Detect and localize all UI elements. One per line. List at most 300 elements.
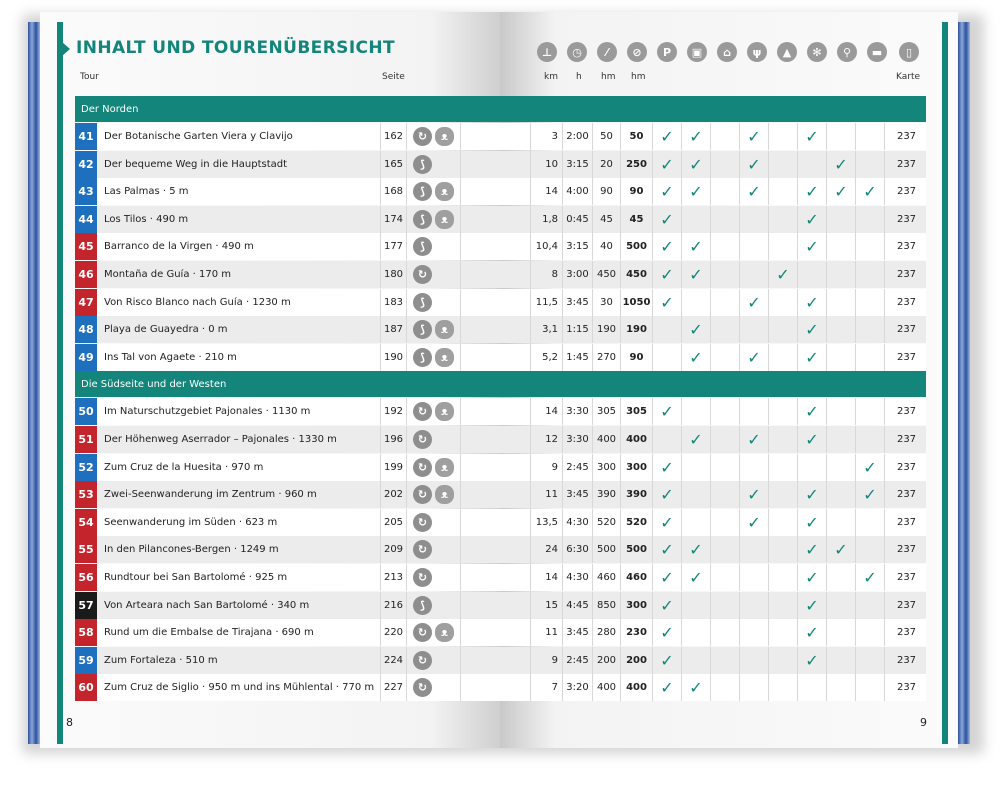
tour-map-page: 237 [896, 599, 917, 611]
empty-check-cell [711, 261, 740, 288]
empty-check-cell [711, 536, 740, 563]
tour-descent: 200 [621, 647, 653, 674]
tour-km: 10 [535, 151, 563, 178]
gutter-cell [461, 674, 531, 701]
tour-descent: 450 [621, 261, 653, 288]
empty-check-cell [856, 426, 885, 453]
tour-duration: 3:45 [563, 289, 593, 316]
tour-row[interactable] [75, 233, 926, 260]
tour-name: Der Botanische Garten Viera y Clavijo [99, 123, 381, 150]
tour-type-icons [407, 344, 461, 371]
tour-row[interactable] [75, 481, 926, 508]
check-icon: ✓ [798, 289, 827, 316]
check-icon: ✓ [653, 592, 682, 619]
check-icon: ✓ [653, 151, 682, 178]
cable-car-icon: ⌂ [717, 42, 737, 62]
tour-name: Rund um die Embalse de Tirajana · 690 m [99, 619, 381, 646]
round-trip-icon: ↻ [413, 430, 432, 449]
gutter-cell [461, 619, 531, 646]
tour-name: Montaña de Guía · 170 m [99, 261, 381, 288]
one-way-icon: ⟆ [413, 155, 432, 174]
empty-check-cell [856, 123, 885, 150]
check-icon: ✓ [856, 481, 885, 508]
empty-check-cell [769, 454, 798, 481]
tour-type-icons [407, 481, 461, 508]
section-header [75, 371, 926, 397]
family-icon: ᴥ [435, 182, 454, 201]
tour-map-page: 237 [896, 544, 917, 556]
check-icon: ✓ [653, 289, 682, 316]
tour-duration: 4:45 [563, 592, 593, 619]
tour-name: Las Palmas · 5 m [99, 178, 381, 205]
empty-check-cell [740, 564, 769, 591]
check-icon: ✓ [682, 178, 711, 205]
check-icon: ✓ [740, 123, 769, 150]
tour-descent: 90 [621, 344, 653, 371]
tour-type-icons [407, 536, 461, 563]
tour-map-page: 237 [896, 213, 917, 225]
tour-duration: 4:00 [563, 178, 593, 205]
gutter-cell [461, 233, 531, 260]
tour-row[interactable] [75, 674, 926, 701]
tour-ascent: 400 [593, 426, 621, 453]
tour-page: 227 [381, 674, 407, 701]
empty-check-cell [769, 344, 798, 371]
one-way-icon: ⟆ [413, 293, 432, 312]
tour-map-page: 237 [896, 158, 917, 170]
tour-duration: 3:15 [563, 151, 593, 178]
empty-check-cell [769, 619, 798, 646]
header-karte: Karte [896, 72, 921, 82]
empty-check-cell [711, 674, 740, 701]
header-h: h [576, 72, 582, 82]
tour-duration: 3:30 [563, 426, 593, 453]
empty-check-cell [827, 564, 856, 591]
empty-check-cell [769, 674, 798, 701]
tour-number: 54 [75, 509, 97, 536]
empty-check-cell [827, 398, 856, 425]
gutter-cell [461, 426, 531, 453]
round-trip-icon: ↻ [413, 265, 432, 284]
empty-check-cell [769, 316, 798, 343]
tour-descent: 90 [621, 178, 653, 205]
summit-icon: ▲ [777, 42, 797, 62]
round-trip-icon: ↻ [413, 513, 432, 532]
tour-ascent: 190 [593, 316, 621, 343]
gutter-cell [461, 289, 531, 316]
gutter-cell [461, 454, 531, 481]
tour-row[interactable] [75, 344, 926, 371]
empty-check-cell [827, 316, 856, 343]
check-icon: ✓ [653, 674, 682, 701]
empty-check-cell [682, 481, 711, 508]
tour-number: 46 [75, 261, 97, 288]
tour-page: 220 [381, 619, 407, 646]
tour-page: 209 [381, 536, 407, 563]
tour-name: Zwei-Seenwanderung im Zentrum · 960 m [99, 481, 381, 508]
empty-check-cell [682, 592, 711, 619]
tour-duration: 3:20 [563, 674, 593, 701]
tour-row[interactable] [75, 647, 926, 674]
tour-map-page: 237 [896, 489, 917, 501]
tour-page: 180 [381, 261, 407, 288]
check-icon: ✓ [682, 151, 711, 178]
empty-check-cell [827, 233, 856, 260]
empty-check-cell [769, 233, 798, 260]
check-icon: ✓ [653, 536, 682, 563]
tour-row[interactable] [75, 619, 926, 646]
tour-row[interactable] [75, 289, 926, 316]
tour-descent: 500 [621, 233, 653, 260]
tour-type-icons [407, 398, 461, 425]
page-title: INHALT UND TOURENÜBERSICHT [76, 38, 396, 58]
tour-duration: 6:30 [563, 536, 593, 563]
tour-page: 190 [381, 344, 407, 371]
tour-map-page: 237 [896, 434, 917, 445]
parking-icon: P [657, 42, 677, 62]
empty-check-cell [827, 426, 856, 453]
tour-km: 24 [535, 536, 563, 563]
tour-km: 13,5 [535, 509, 563, 536]
tour-descent: 305 [621, 398, 653, 425]
empty-check-cell [682, 647, 711, 674]
tour-km: 3 [535, 123, 563, 150]
tour-row[interactable] [75, 398, 926, 425]
empty-check-cell [653, 316, 682, 343]
tour-km: 15 [535, 592, 563, 619]
check-icon: ✓ [798, 316, 827, 343]
empty-check-cell [740, 674, 769, 701]
tour-km: 7 [535, 674, 563, 701]
tour-page: 192 [381, 398, 407, 425]
check-icon: ✓ [653, 261, 682, 288]
tour-descent: 50 [621, 123, 653, 150]
tour-page: 216 [381, 592, 407, 619]
empty-check-cell [682, 206, 711, 233]
tour-row[interactable] [75, 454, 926, 481]
tour-row[interactable] [75, 536, 926, 563]
tour-page: 174 [381, 206, 407, 233]
tour-map-page: 237 [896, 186, 917, 198]
check-icon: ✓ [740, 481, 769, 508]
empty-check-cell [769, 426, 798, 453]
empty-check-cell [711, 426, 740, 453]
round-trip-icon: ↻ [413, 678, 432, 697]
round-trip-icon: ↻ [413, 540, 432, 559]
round-trip-icon: ↻ [413, 458, 432, 477]
tour-descent: 250 [621, 151, 653, 178]
tour-km: 3,1 [535, 316, 563, 343]
tour-row[interactable] [75, 178, 926, 205]
check-icon: ✓ [653, 123, 682, 150]
tour-descent: 500 [621, 536, 653, 563]
empty-check-cell [740, 261, 769, 288]
section-title: Der Norden [81, 103, 139, 115]
tour-page: 202 [381, 481, 407, 508]
empty-check-cell [856, 647, 885, 674]
tour-name: Der bequeme Weg in die Hauptstadt [99, 151, 381, 178]
check-icon: ✓ [798, 481, 827, 508]
gutter-cell [461, 509, 531, 536]
check-icon: ✓ [827, 151, 856, 178]
family-icon: ᴥ [435, 320, 454, 339]
empty-check-cell [740, 592, 769, 619]
tour-number: 56 [75, 564, 97, 591]
empty-check-cell [856, 289, 885, 316]
bed-icon: ▬ [867, 42, 887, 62]
empty-check-cell [798, 151, 827, 178]
tour-number: 47 [75, 289, 97, 316]
tour-row[interactable] [75, 206, 926, 233]
check-icon: ✓ [740, 151, 769, 178]
gutter-cell [461, 398, 531, 425]
check-icon: ✓ [827, 178, 856, 205]
tour-number: 58 [75, 619, 97, 646]
tour-type-icons [407, 592, 461, 619]
tour-row[interactable] [75, 509, 926, 536]
tour-map-page: 237 [896, 461, 917, 473]
empty-check-cell [798, 261, 827, 288]
empty-check-cell [740, 619, 769, 646]
one-way-icon: ⟆ [413, 348, 432, 367]
check-icon: ✓ [798, 509, 827, 536]
header-tour: Tour [80, 72, 99, 82]
tour-number: 50 [75, 398, 97, 425]
tour-map-page: 237 [896, 241, 917, 253]
tour-page: 183 [381, 289, 407, 316]
tour-name: Im Naturschutzgebiet Pajonales · 1130 m [99, 398, 381, 425]
empty-check-cell [856, 151, 885, 178]
signpost-icon: ⊥ [537, 42, 557, 62]
tour-map-page: 237 [896, 351, 917, 363]
gutter-cell [461, 647, 531, 674]
check-icon: ✓ [653, 454, 682, 481]
tour-page: 205 [381, 509, 407, 536]
tour-duration: 3:15 [563, 233, 593, 260]
gutter-cell [461, 344, 531, 371]
tour-row[interactable] [75, 426, 926, 453]
family-icon: ᴥ [435, 210, 454, 229]
empty-check-cell [827, 344, 856, 371]
empty-check-cell [711, 289, 740, 316]
empty-check-cell [711, 564, 740, 591]
tour-descent: 390 [621, 481, 653, 508]
book-edge-left [28, 22, 40, 744]
empty-check-cell [653, 426, 682, 453]
one-way-icon: ⟆ [413, 182, 432, 201]
empty-check-cell [769, 123, 798, 150]
tour-page: 224 [381, 647, 407, 674]
check-icon: ✓ [653, 564, 682, 591]
tour-duration: 1:15 [563, 316, 593, 343]
tour-map-page: 237 [896, 269, 917, 280]
tour-descent: 520 [621, 509, 653, 536]
one-way-icon: ⟆ [413, 210, 432, 229]
empty-check-cell [856, 398, 885, 425]
tour-type-icons [407, 206, 461, 233]
tour-row[interactable] [75, 151, 926, 178]
empty-check-cell [769, 151, 798, 178]
tour-duration: 4:30 [563, 509, 593, 536]
tour-row[interactable] [75, 123, 926, 150]
empty-check-cell [711, 316, 740, 343]
tour-type-icons [407, 289, 461, 316]
clock-icon: ◷ [567, 42, 587, 62]
check-icon: ✓ [798, 398, 827, 425]
empty-check-cell [769, 647, 798, 674]
tour-number: 57 [75, 592, 97, 619]
tour-number: 41 [75, 123, 97, 150]
check-icon: ✓ [740, 426, 769, 453]
tour-type-icons [407, 233, 461, 260]
tour-type-icons [407, 261, 461, 288]
tour-ascent: 850 [593, 592, 621, 619]
gutter-cell [461, 564, 531, 591]
tour-descent: 300 [621, 592, 653, 619]
round-trip-icon: ↻ [413, 127, 432, 146]
check-icon: ✓ [653, 481, 682, 508]
check-icon: ✓ [798, 233, 827, 260]
empty-check-cell [711, 151, 740, 178]
tour-row[interactable] [75, 261, 926, 288]
tour-page: 187 [381, 316, 407, 343]
tour-row[interactable] [75, 316, 926, 343]
check-icon: ✓ [798, 206, 827, 233]
check-icon: ✓ [798, 123, 827, 150]
tour-type-icons [407, 123, 461, 150]
tour-row[interactable] [75, 592, 926, 619]
title-arrow-icon [62, 42, 70, 56]
tour-page: 196 [381, 426, 407, 453]
tour-map-page: 237 [896, 516, 917, 528]
tour-descent: 460 [621, 564, 653, 591]
tour-ascent: 45 [593, 206, 621, 233]
empty-check-cell [740, 398, 769, 425]
tour-type-icons [407, 674, 461, 701]
tour-row[interactable] [75, 564, 926, 591]
check-icon: ✓ [798, 344, 827, 371]
empty-check-cell [827, 647, 856, 674]
empty-check-cell [740, 206, 769, 233]
tour-km: 5,2 [535, 344, 563, 371]
gutter-cell [461, 178, 531, 205]
empty-check-cell [711, 398, 740, 425]
empty-check-cell [827, 481, 856, 508]
section-title: Die Südseite und der Westen [81, 378, 227, 390]
empty-check-cell [769, 206, 798, 233]
empty-check-cell [769, 178, 798, 205]
tour-ascent: 390 [593, 481, 621, 508]
tour-duration: 1:45 [563, 344, 593, 371]
tour-duration: 4:30 [563, 564, 593, 591]
tour-duration: 3:00 [563, 261, 593, 288]
empty-check-cell [711, 592, 740, 619]
tour-km: 12 [535, 426, 563, 453]
tour-name: Playa de Guayedra · 0 m [99, 316, 381, 343]
check-icon: ✓ [798, 426, 827, 453]
gutter-cell [461, 151, 531, 178]
tour-page: 199 [381, 454, 407, 481]
tour-duration: 2:00 [563, 123, 593, 150]
header-km: km [544, 72, 558, 82]
tour-type-icons [407, 647, 461, 674]
tour-ascent: 50 [593, 123, 621, 150]
tour-name: Ins Tal von Agaete · 210 m [99, 344, 381, 371]
tour-number: 44 [75, 206, 97, 233]
tour-ascent: 30 [593, 289, 621, 316]
snow-icon: ✻ [807, 42, 827, 62]
tour-type-icons [407, 509, 461, 536]
tour-descent: 400 [621, 426, 653, 453]
check-icon: ✓ [798, 647, 827, 674]
empty-check-cell [711, 344, 740, 371]
empty-check-cell [769, 481, 798, 508]
empty-check-cell [827, 619, 856, 646]
gutter-cell [461, 316, 531, 343]
check-icon: ✓ [653, 509, 682, 536]
empty-check-cell [827, 289, 856, 316]
round-trip-icon: ↻ [413, 402, 432, 421]
empty-check-cell [856, 674, 885, 701]
one-way-icon: ⟆ [413, 237, 432, 256]
empty-check-cell [769, 398, 798, 425]
empty-check-cell [682, 454, 711, 481]
empty-check-cell [711, 509, 740, 536]
check-icon: ✓ [653, 233, 682, 260]
check-icon: ✓ [653, 619, 682, 646]
section-header [75, 96, 926, 122]
tour-name: Der Höhenweg Aserrador – Pajonales · 1330 m [99, 426, 381, 453]
check-icon: ✓ [740, 178, 769, 205]
check-icon: ✓ [682, 674, 711, 701]
tour-page: 162 [381, 123, 407, 150]
gutter-cell [461, 123, 531, 150]
tour-duration: 3:45 [563, 481, 593, 508]
empty-check-cell [856, 206, 885, 233]
empty-check-cell [856, 592, 885, 619]
family-icon: ᴥ [435, 402, 454, 421]
empty-check-cell [856, 536, 885, 563]
check-icon: ✓ [653, 647, 682, 674]
right-accent-bar [942, 22, 948, 744]
empty-check-cell [740, 316, 769, 343]
tour-map-page: 237 [896, 627, 917, 639]
check-icon: ✓ [856, 564, 885, 591]
empty-check-cell [740, 454, 769, 481]
empty-check-cell [682, 509, 711, 536]
tour-km: 9 [535, 454, 563, 481]
one-way-icon: ⟆ [413, 596, 432, 615]
tour-descent: 300 [621, 454, 653, 481]
header-hm-ascent: hm [601, 72, 616, 82]
tour-ascent: 280 [593, 619, 621, 646]
tour-km: 8 [535, 261, 563, 288]
header-seite: Seite [382, 72, 405, 82]
tour-type-icons [407, 564, 461, 591]
empty-check-cell [682, 289, 711, 316]
map-icon: ▯ [899, 42, 919, 62]
empty-check-cell [769, 289, 798, 316]
empty-check-cell [827, 674, 856, 701]
empty-check-cell [827, 123, 856, 150]
check-icon: ✓ [682, 426, 711, 453]
tour-page: 177 [381, 233, 407, 260]
empty-check-cell [769, 592, 798, 619]
check-icon: ✓ [682, 564, 711, 591]
tour-descent: 230 [621, 619, 653, 646]
tour-duration: 0:45 [563, 206, 593, 233]
tour-ascent: 500 [593, 536, 621, 563]
